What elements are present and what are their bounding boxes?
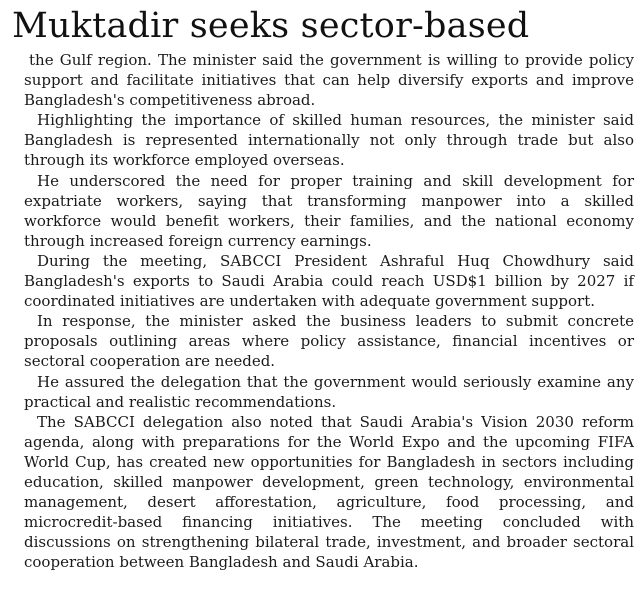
article-paragraph: the Gulf region. The minister said the government is willing to provide policy support and facilitate initiatives that can help diversify exports and improve Bangladesh's competitiveness abroad. — [24, 51, 634, 110]
article-body — [10, 50, 634, 572]
article-paragraph: He assured the delegation that the government would seriously examine any practical and realistic recommendations. — [24, 372, 634, 411]
article-headline: Muktadir seeks sector-based — [12, 6, 530, 46]
article-paragraph: Highlighting the importance of skilled human resources, the minister said Bangladesh is represented internationally not only through trade but also through its workforce employed overseas. — [24, 111, 634, 170]
article-paragraph: He underscored the need for proper training and skill development for expatriate workers, saying that transforming manpower into a skilled workforce would benefit workers, their families, and the national economy through increased foreign currency earnings. — [24, 171, 634, 250]
article-paragraph: In response, the minister asked the business leaders to submit concrete proposals outlining areas where policy assistance, financial incentives or sectoral cooperation are needed. — [24, 312, 634, 371]
article-paragraph: The SABCCI delegation also noted that Saudi Arabia's Vision 2030 reform agenda, along with preparations for the World Expo and the upcoming FIFA World Cup, has created new opportunities for Bangladesh in sectors including education, skilled manpower development, green technology, environmental management, desert afforestation, agriculture, food processing, and microcredit-based financing initiatives. The meeting concluded with discussions on strengthening bilateral trade, investment, and broader sectoral cooperation between Bangladesh and Saudi Arabia. — [24, 412, 634, 572]
article-paragraph: During the meeting, SABCCI President Ashraful Huq Chowdhury said Bangladesh's exports to Saudi Arabia could reach USD$1 billion by 2027 if coordinated initiatives are undertaken with adequate government support. — [24, 251, 634, 311]
